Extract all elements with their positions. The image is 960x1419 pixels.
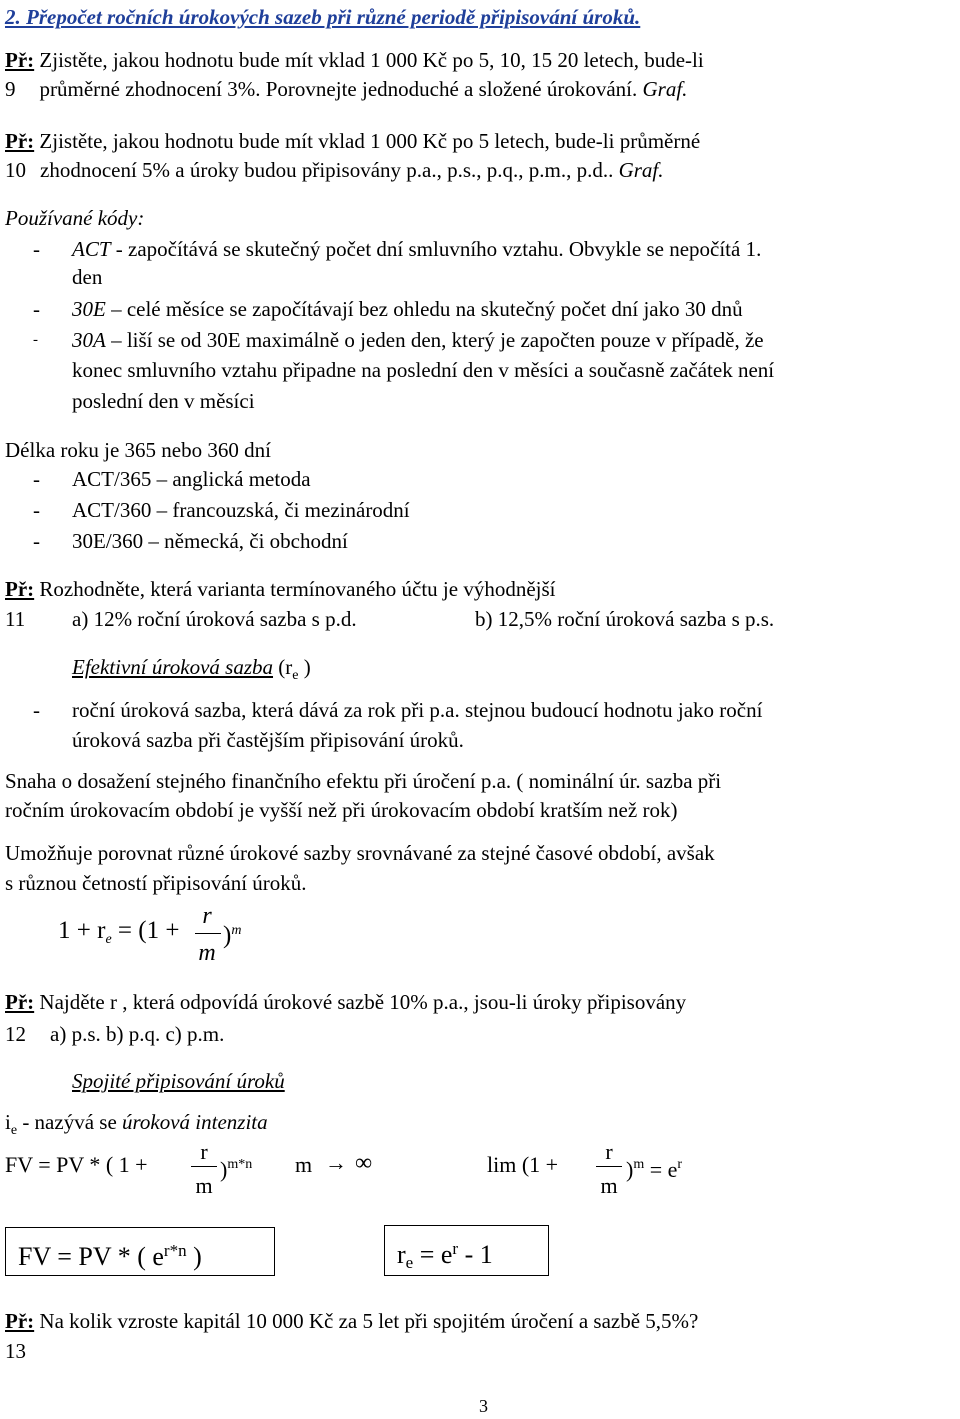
fraction-bar — [195, 933, 221, 934]
dash: - — [33, 467, 40, 491]
example-number: 12 — [5, 1022, 26, 1046]
example-label: Př: — [5, 1309, 35, 1333]
example-11-line-1: Př: Rozhodněte, která varianta termínovaného účtu je výhodnější — [5, 577, 556, 601]
effective-heading: Efektivní úroková sazba ($r_e$ ) — [72, 655, 311, 683]
formula-box-effective-continuous: $r_e = e^r - 1$ — [384, 1225, 549, 1276]
example-label: Př: — [5, 577, 35, 601]
dash: - — [33, 498, 40, 522]
example-9-line-2: 9 průměrné zhodnocení 3%. Porovnejte jednoduché a složené úrokování. Graf. — [5, 77, 688, 101]
graph-link: Graf. — [618, 158, 664, 182]
effective-para-2b: s různou četností připisování úroků. — [5, 871, 307, 895]
year-item: 30E/360 – německá, či obchodní — [72, 529, 348, 553]
code-act: ACT - započítává se skutečný počet dní smluvního vztahu. Obvykle se nepočítá 1. — [72, 237, 762, 261]
example-number: 9 — [5, 77, 16, 101]
code-30a-cont-1: konec smluvního vztahu připadne na poslední den v měsíci a současně začátek není — [72, 358, 775, 382]
dash: - — [33, 237, 40, 261]
fraction-bar — [596, 1166, 622, 1167]
arrow-icon: → — [325, 1150, 347, 1175]
formula-box-fv-continuous: FV = PV * ( $e^{r*n}$ ) — [5, 1227, 275, 1276]
infinity-icon: ∞ — [355, 1150, 373, 1176]
codes-heading: Používané kódy: — [5, 206, 145, 230]
example-13-line-1: Př: Na kolik vzroste kapitál 10 000 Kč za 5 let při spojitém úročení a sazbě 5,5%? — [5, 1309, 699, 1333]
example-number: 13 — [5, 1339, 26, 1363]
fraction-denominator: m — [195, 1173, 213, 1198]
code-30e: 30E – celé měsíce se započítávají bez ohledu na skutečný počet dní jako 30 dnů — [72, 297, 743, 321]
effective-def-1: roční úroková sazba, která dává za rok při p.a. stejnou budoucí hodnotu jako roční — [72, 698, 763, 722]
example-number: 11 — [5, 607, 26, 631]
continuous-heading: Spojité připisování úroků — [72, 1069, 285, 1093]
dash: - — [33, 529, 40, 553]
code-act-cont: den — [72, 265, 103, 289]
section-title: 2. Přepočet ročních úrokových sazeb při různé periodě připisování úroků. — [5, 5, 641, 29]
fraction-numerator: r — [200, 1139, 208, 1164]
fraction-bar — [191, 1166, 217, 1167]
effective-def-2: úroková sazba při častějším připisování úroků. — [72, 728, 464, 752]
code-30a: 30A – liší se od 30E maximálně o jeden den, který je započten pouze v případě, že — [72, 328, 764, 352]
example-label: Př: — [5, 48, 35, 72]
code-30a-cont-2: poslední den v měsíci — [72, 389, 255, 413]
effective-para-2a: Umožňuje porovnat různé úrokové sazby srovnávané za stejné časové období, avšak — [5, 841, 715, 865]
year-heading: Délka roku je 365 nebo 360 dní — [5, 438, 271, 462]
example-12-line-1: Př: Najděte r , která odpovídá úrokové sazbě 10% p.a., jsou-li úroky připisovány — [5, 990, 687, 1014]
example-10-line-1: Př: Zjistěte, jakou hodnotu bude mít vklad 1 000 Kč po 5 letech, bude-li průměrné — [5, 129, 701, 153]
year-item: ACT/365 – anglická metoda — [72, 467, 311, 491]
dash: - — [33, 698, 40, 722]
example-12-options: a) p.s. b) p.q. c) p.m. — [50, 1022, 225, 1046]
fraction-numerator: r — [202, 903, 212, 929]
example-9-line-1: Př: Zjistěte, jakou hodnotu bude mít vklad 1 000 Kč po 5, 10, 15 20 letech, bude-li — [5, 48, 704, 72]
dash: - — [33, 297, 40, 321]
fraction-numerator: r — [605, 1139, 613, 1164]
effective-para-1b: ročním úrokovacím období je vyšší než při úrokovacím období kratším než rok) — [5, 798, 678, 822]
intensity-line: $i_e$ - nazývá se úroková intenzita — [5, 1110, 268, 1138]
example-11-option-a: a) 12% roční úroková sazba s p.d. — [72, 607, 357, 631]
page-number: 3 — [479, 1396, 488, 1416]
example-10-line-2: 10 zhodnocení 5% a úroky budou připisovány p.a., p.s., p.q., p.m., p.d.. Graf. — [5, 158, 664, 182]
effective-para-1a: Snaha o dosažení stejného finančního efektu při úročení p.a. ( nominální úr. sazba při — [5, 769, 722, 793]
graph-link: Graf. — [642, 77, 688, 101]
year-item: ACT/360 – francouzská, či mezinárodní — [72, 498, 410, 522]
fraction-denominator: m — [198, 940, 216, 966]
fraction-denominator: m — [600, 1173, 618, 1198]
dash: - — [33, 332, 38, 348]
example-label: Př: — [5, 990, 35, 1014]
example-number: 10 — [5, 158, 26, 182]
example-11-option-b: b) 12,5% roční úroková sazba s p.s. — [475, 607, 775, 631]
example-label: Př: — [5, 129, 35, 153]
